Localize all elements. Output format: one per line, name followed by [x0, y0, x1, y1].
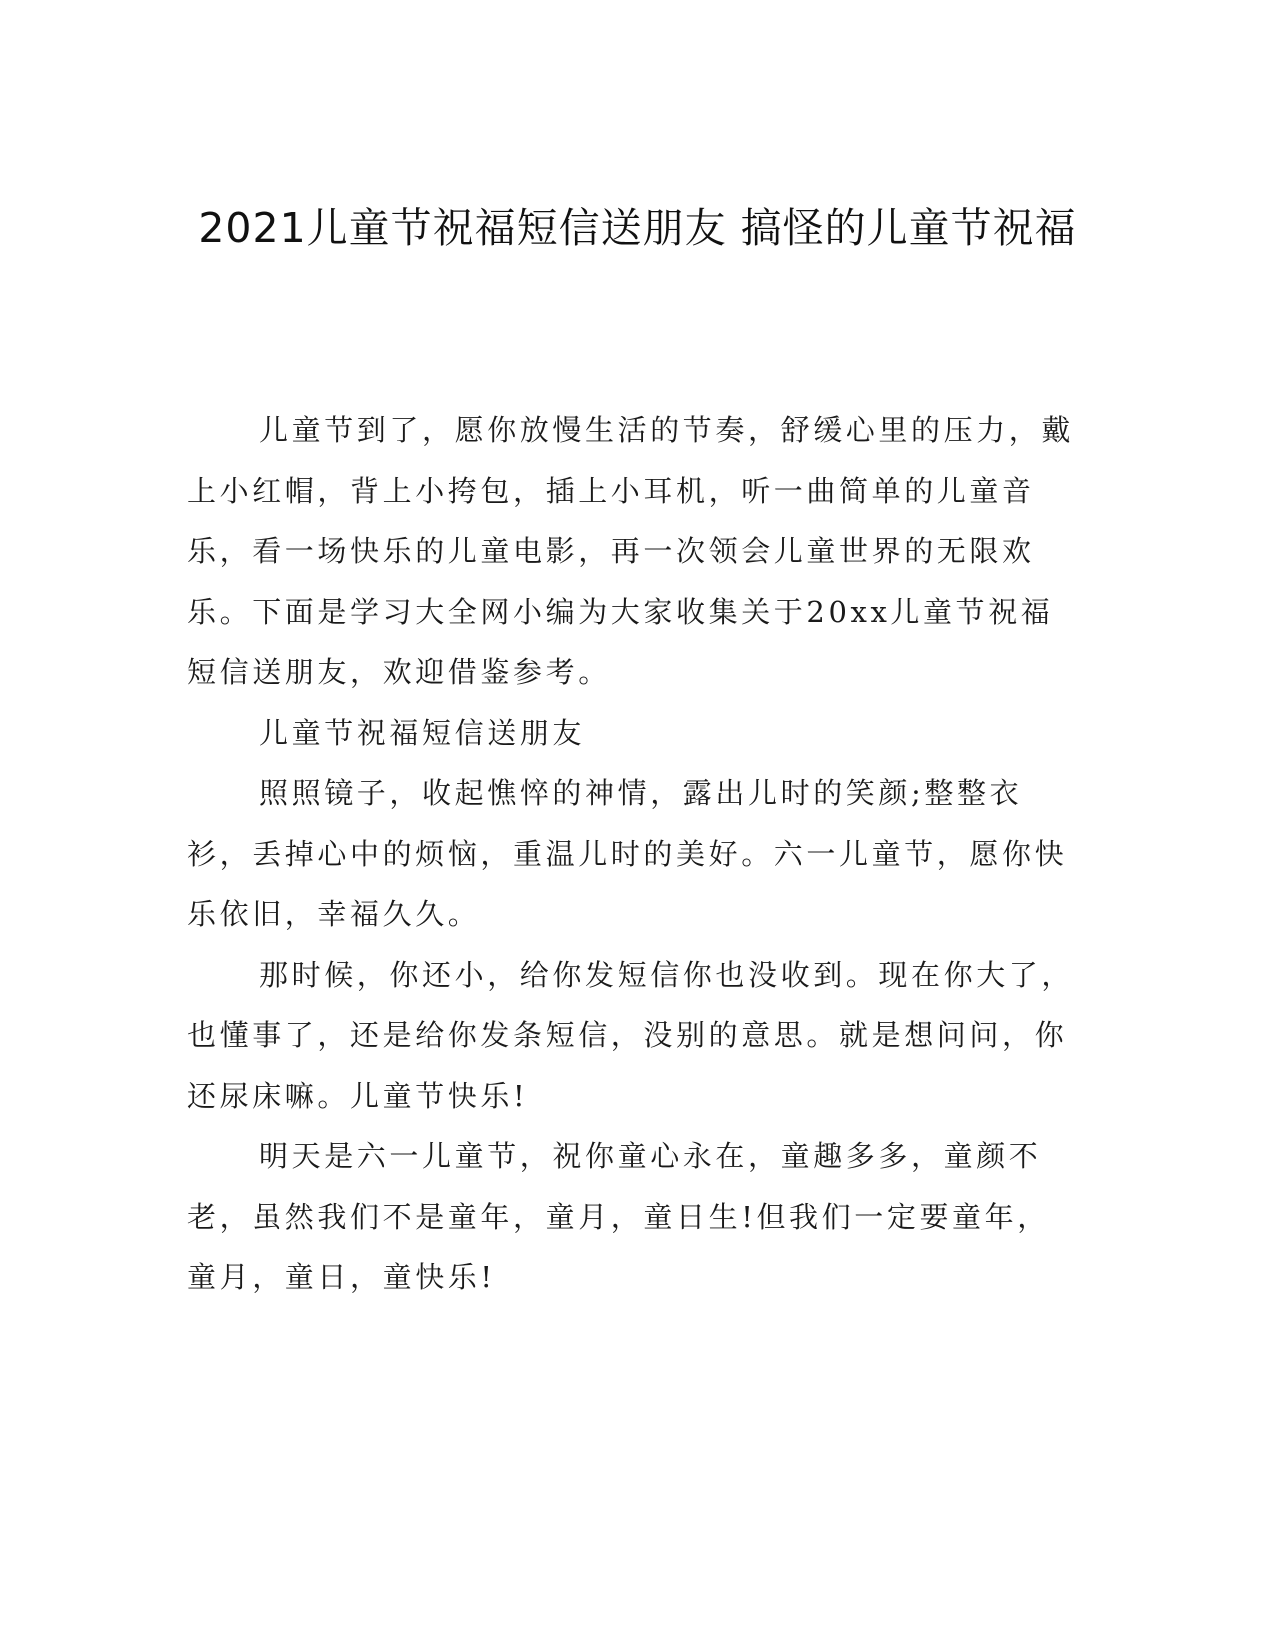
- intro-paragraph: 儿童节到了，愿你放慢生活的节奏，舒缓心里的压力，戴上小红帽，背上小挎包，插上小耳机，听一曲简单的儿童音乐，看一场快乐的儿童电影，再一次领会儿童世界的无限欢乐。下面是学习大全网小编为大家收集关于20xx儿童节祝福短信送朋友，欢迎借鉴参考。: [187, 413, 1075, 689]
- message-paragraph: 那时候，你还小，给你发短信你也没收到。现在你大了，也懂事了，还是给你发条短信，没别的意思。就是想问问，你还尿床嘛。儿童节快乐!: [187, 957, 1075, 1113]
- document-body: [187, 400, 1082, 1308]
- message-paragraph: 明天是六一儿童节，祝你童心永在，童趣多多，童颜不老，虽然我们不是童年，童月，童日生!但我们一定要童年，童月，童日，童快乐!: [187, 1139, 1050, 1294]
- message-paragraph: 照照镜子，收起憔悴的神情，露出儿时的笑颜;整整衣衫，丢掉心中的烦恼，重温儿时的美好。六一儿童节，愿你快乐依旧，幸福久久。: [187, 776, 1068, 931]
- document-title: 2021儿童节祝福短信送朋友 搞怪的儿童节祝福: [198, 204, 1077, 252]
- section-heading: 儿童节祝福短信送朋友: [259, 715, 586, 750]
